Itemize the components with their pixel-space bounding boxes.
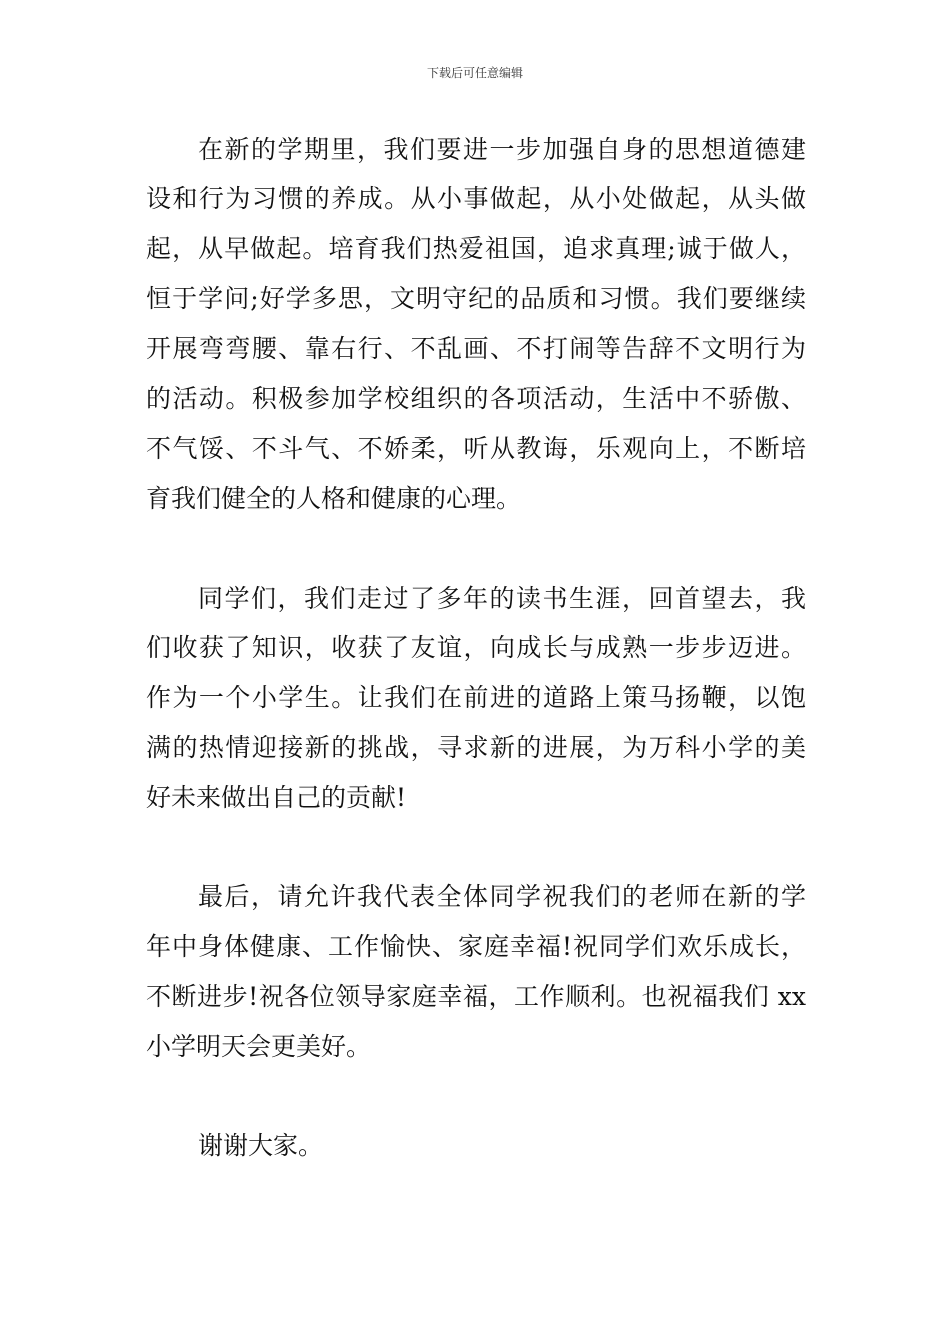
paragraph-line: 起，从早做起。培育我们热爱祖国，追求真理;诚于做人， bbox=[146, 234, 806, 263]
paragraph-line: 作为一个小学生。让我们在前进的道路上策马扬鞭，以饱 bbox=[146, 683, 806, 712]
paragraph-line: 育我们健全的人格和健康的心理。 bbox=[146, 484, 522, 513]
paragraph-line: 小学明天会更美好。 bbox=[146, 1032, 372, 1061]
paragraph-line: 不气馁、不斗气、不娇柔，听从教诲，乐观向上，不断培 bbox=[146, 434, 806, 463]
page-header: 下载后可任意编辑 bbox=[426, 66, 523, 80]
paragraph-line: 年中身体健康、工作愉快、家庭幸福!祝同学们欢乐成长， bbox=[146, 932, 806, 961]
paragraph-line: 不断进步!祝各位领导家庭幸福，工作顺利。也祝福我们 xx bbox=[146, 982, 806, 1011]
paragraph-line: 恒于学问;好学多思，文明守纪的品质和习惯。我们要继续 bbox=[146, 284, 806, 313]
paragraph-line: 设和行为习惯的养成。从小事做起，从小处做起，从头做 bbox=[146, 184, 806, 213]
paragraph-line: 好未来做出自己的贡献! bbox=[146, 783, 407, 812]
paragraph-line: 谢谢大家。 bbox=[198, 1131, 324, 1160]
paragraph-line: 开展弯弯腰、靠右行、不乱画、不打闹等告辞不文明行为 bbox=[146, 334, 806, 363]
paragraph-line: 同学们，我们走过了多年的读书生涯，回首望去，我 bbox=[198, 584, 806, 613]
paragraph-line: 在新的学期里，我们要进一步加强自身的思想道德建 bbox=[198, 135, 806, 164]
paragraph-line: 的活动。积极参加学校组织的各项活动，生活中不骄傲、 bbox=[146, 384, 806, 413]
paragraph-line: 满的热情迎接新的挑战，寻求新的进展，为万科小学的美 bbox=[146, 733, 806, 762]
paragraph-line: 们收获了知识，收获了友谊，向成长与成熟一步步迈进。 bbox=[146, 633, 806, 662]
paragraph-line: 最后，请允许我代表全体同学祝我们的老师在新的学 bbox=[198, 882, 806, 911]
